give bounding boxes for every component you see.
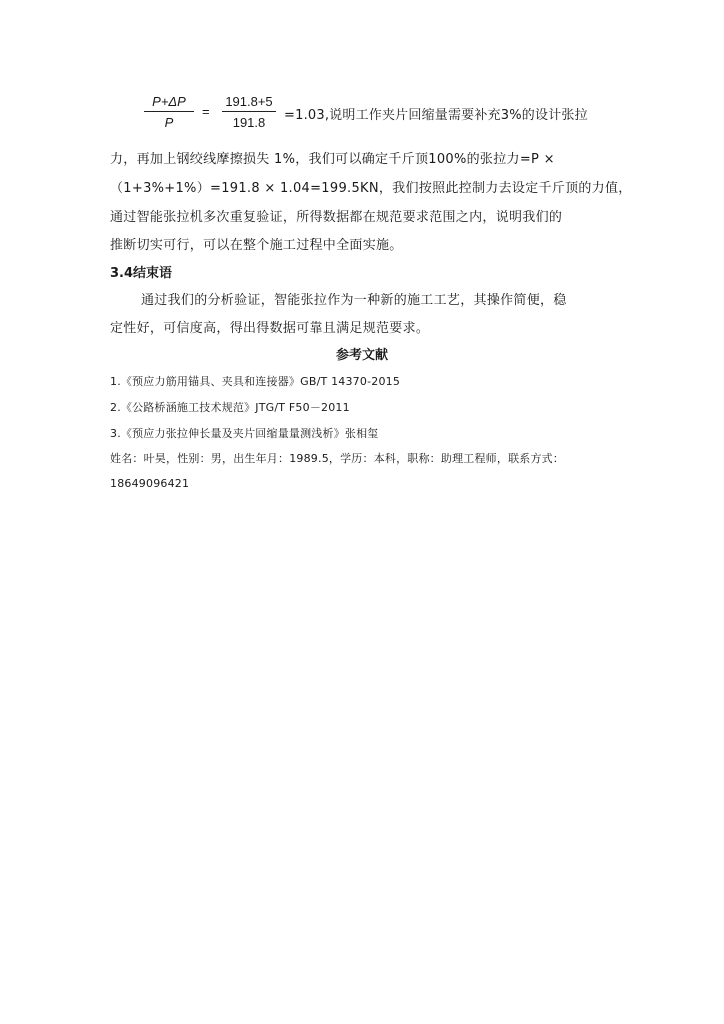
fraction-numeric: [222, 94, 276, 130]
fraction-numerator: 191.8+5: [225, 94, 273, 109]
reference-item: 3.《预应力张拉伸长量及夹片回缩量量测浅析》张相玺: [110, 427, 379, 440]
text-line: 力，再加上钢绞线摩擦损失 1%，我们可以确定千斤顶100%的张拉力=P ×: [110, 152, 555, 167]
reference-item: 2.《公路桥涵施工技术规范》JTG/T F50－2011: [110, 401, 350, 414]
equals-sign: =: [202, 104, 210, 119]
author-info-line: 姓名：叶昊，性别：男，出生年月：1989.5，学历：本科，职称：助理工程师，联系方式：: [110, 452, 565, 465]
fraction-bar: [222, 111, 276, 112]
text-line: 通过我们的分析验证，智能张拉作为一种新的施工工艺，其操作简便，稳: [141, 293, 567, 308]
fraction-denominator: 191.8: [232, 115, 266, 130]
text-line: （1+3%+1%）=191.8 × 1.04=199.5KN，我们按照此控制力去设定千斤顶的力值，: [110, 181, 632, 196]
formula-tail-text: =1.03,说明工作夹片回缩量需要补充3%的设计张拉: [284, 108, 588, 123]
text-line: 通过智能张拉机多次重复验证，所得数据都在规范要求范围之内，说明我们的: [110, 210, 563, 225]
fraction-denominator: P: [164, 115, 174, 130]
fraction-numerator: P+ΔP: [152, 94, 186, 109]
text-line: 推断切实可行，可以在整个施工过程中全面实施。: [110, 238, 403, 253]
author-contact-line: 18649096421: [110, 477, 190, 490]
fraction-symbolic: [144, 94, 194, 130]
text-line: 定性好，可信度高，得出得数据可靠且满足规范要求。: [110, 321, 430, 336]
reference-item: 1.《预应力筋用锚具、夹具和连接器》GB/T 14370-2015: [110, 375, 401, 388]
references-heading: 参考文献: [335, 348, 388, 363]
fraction-bar: [144, 111, 194, 112]
section-heading: 3.4结束语: [110, 266, 173, 281]
formula: [140, 94, 630, 134]
